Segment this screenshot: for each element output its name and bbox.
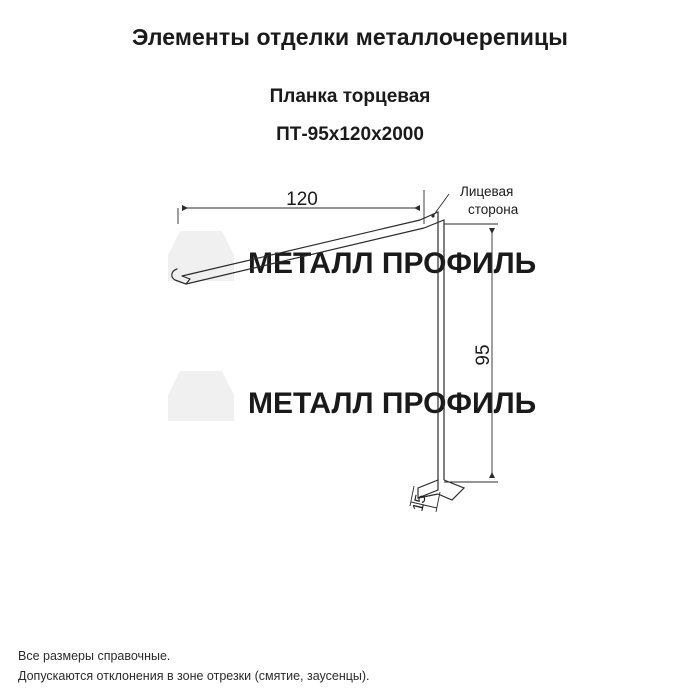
footer-note-1: Все размеры справочные. (18, 649, 171, 664)
footer-notes (18, 647, 370, 686)
face-side-label-line1: Лицевая (460, 184, 514, 199)
face-side-leader (433, 194, 449, 216)
watermark-text: МЕТАЛЛ ПРОФИЛЬ (248, 387, 537, 420)
product-code: ПТ-95x120x2000 (276, 124, 424, 145)
dimension-width-label: 120 (286, 189, 318, 210)
face-side-label-line2: сторона (468, 202, 519, 217)
dimension-thickness-label: 15 (409, 492, 430, 514)
dimension-height-label: 95 (473, 344, 494, 366)
profile-top-face-inner (182, 220, 420, 276)
dim-95-arrow-bottom (489, 472, 495, 478)
footer-note-2: Допускаются отклонения в зоне отрезки (смятие, заусенцы). (18, 668, 370, 683)
dim-120-arrow-right (414, 205, 420, 211)
page-title: Элементы отделки металлочерепицы (131, 24, 568, 50)
profile-corner-inner (420, 212, 438, 480)
watermark-text: МЕТАЛЛ ПРОФИЛЬ (248, 247, 537, 280)
dim-95-arrow-top (489, 228, 495, 234)
profile-top-face-outer (186, 228, 424, 284)
profile-bottom-hem-right (438, 480, 464, 500)
product-name: Планка торцевая (269, 86, 431, 107)
profile-left-hem (172, 269, 190, 284)
dim-15-ext-right (436, 492, 440, 512)
dim-120-arrow-left (182, 205, 188, 211)
technical-drawing (0, 150, 700, 570)
face-side-leader-dot (431, 214, 434, 217)
profile-corner-outer (424, 220, 444, 480)
